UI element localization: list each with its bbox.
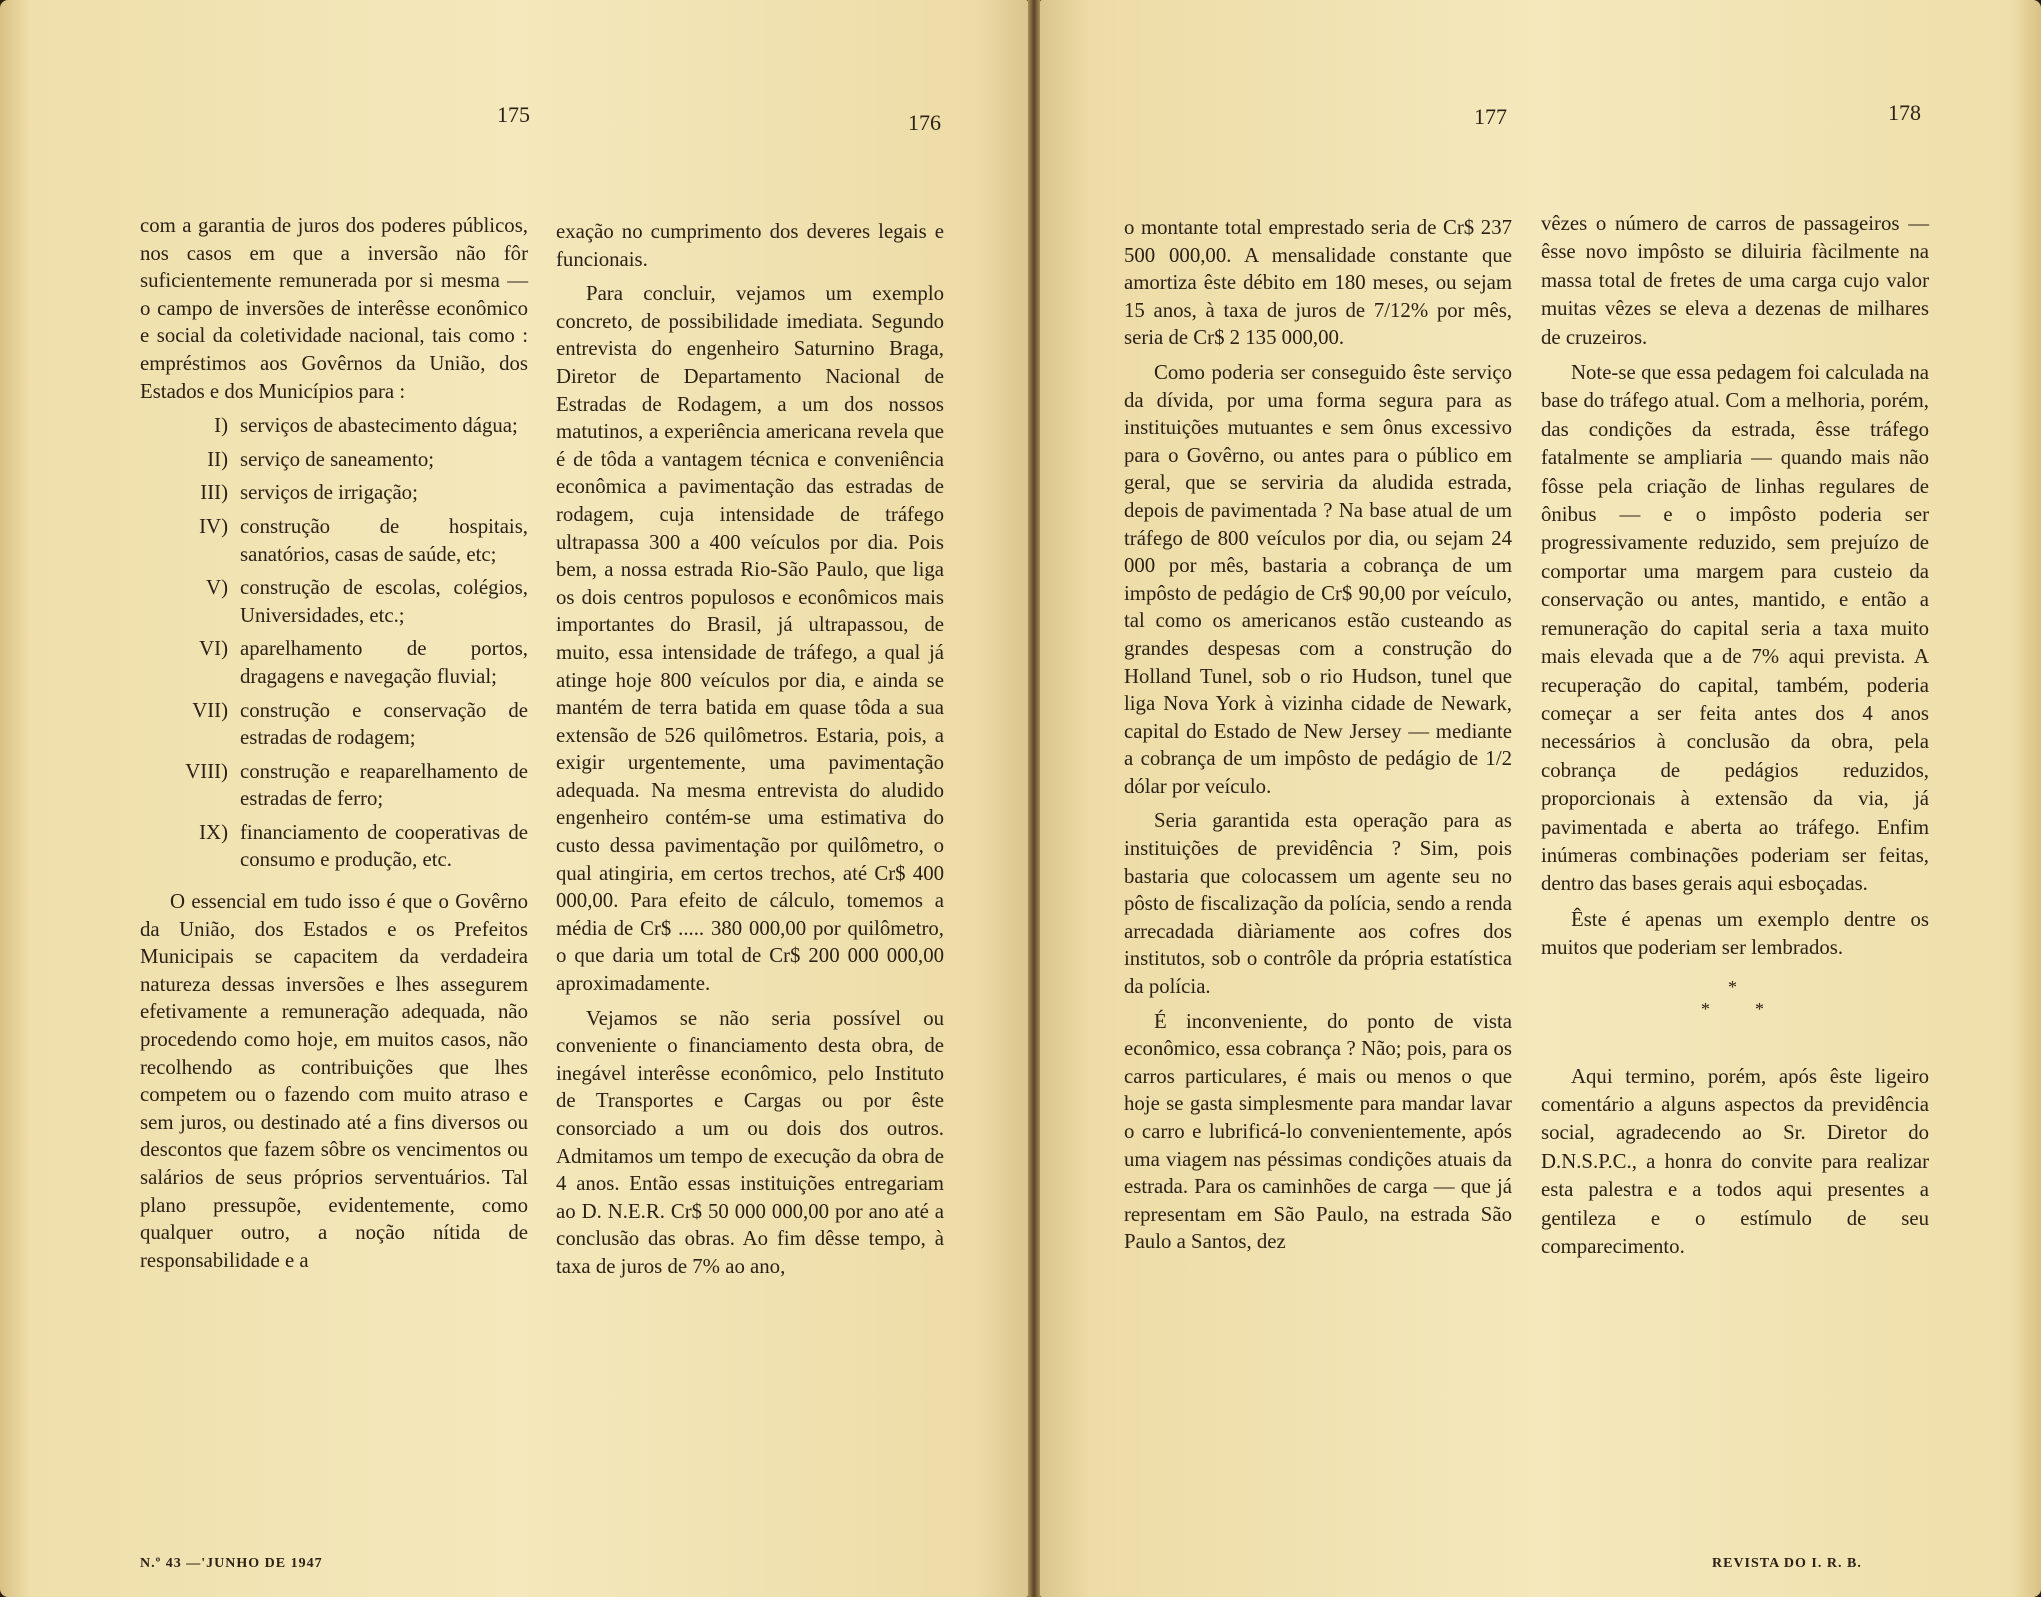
item-number: IX) bbox=[199, 820, 228, 844]
item-text: aparelhamento de portos, dragagens e navegação fluvial; bbox=[240, 637, 528, 688]
list-item bbox=[140, 819, 528, 874]
page-number-178: 178 bbox=[1888, 100, 1921, 125]
book-gutter bbox=[1028, 0, 1040, 1597]
item-text: serviço de saneamento; bbox=[240, 447, 435, 471]
footer-journal: REVISTA DO I. R. B. bbox=[1712, 1556, 1862, 1571]
paragraph: Para concluir, vejamos um exemplo concreto, de possibilidade imediata. Segundo entrevista do engenheiro Saturnino Braga, Diretor de Departamento Nacional de Estradas de Rodagem, a um dos nossos matutinos, a experiência americana revela que é de tôda a vantagem técnica e conveniência econômica a pavimentação das estradas de rodagem, cuja intensidade de tráfego ultrapassa 300 a 400 veículos por dia. Pois bem, a nossa estrada Rio-São Paulo, que liga os dois centros populosos e econômicos mais importantes do Brasil, já ultrapassou, de muito, essa intensidade de tráfego, a qual já atinge hoje 800 veículos por dia, e ainda se mantém de terra batida em quase tôda a sua extensão de 526 quilômetros. Estaria, pois, a exigir urgentemente, uma pavimentação adequada. Na mesma entrevista do aludido engenheiro contém-se uma estimativa do custo dessa pavimentação por quilômetro, o qual atingiria, em certos trechos, até Cr$ 400 000,00. Para efeito de cálculo, tomemos a média de Cr$ ..... 380 000,00 por quilômetro, o que daria um total de Cr$ 200 000 000,00 aproximadamente. bbox=[556, 282, 944, 996]
item-number: I) bbox=[214, 414, 228, 438]
item-number: VIII) bbox=[185, 759, 228, 783]
item-text: financiamento de cooperativas de consumo e produção, etc. bbox=[240, 820, 528, 872]
paragraph: Note-se que essa pedagem foi calculada na base do tráfego atual. Com a melhoria, porém, das condições da estrada, êsse tráfego fatalmente se ampliaria — quando mais não fôsse pela criação de linhas regulares de ônibus — e o impôsto poderia ser progressivamente reduzido, sem prejuízo de comportar uma margem para custeio da conservação ou antes, mantido, e então a remuneração do capital seria a taxa muito mais elevada que a de 7% aqui prevista. A recuperação do capital, também, poderia começar a ser feita antes dos 4 anos necessários à conclusão da obra, pela cobrança de pedágios reduzidos, proporcionais à extensão da via, já pavimentada e aberta ao tráfego. Enfim inúmeras combinações poderiam ser feitas, dentro das bases gerais aqui esboçadas. bbox=[1541, 361, 1929, 896]
paragraph: o montante total emprestado seria de Cr$ 237 500 000,00. A mensalidade constante que amortiza êste débito em 180 meses, ou sejam 15 anos, à taxa de juros de 7/12% por mês, seria de Cr$ 2 135 000,00. bbox=[1124, 216, 1512, 350]
item-number: VI) bbox=[199, 637, 228, 661]
paragraph: Êste é apenas um exemplo dentre os muitos que poderiam ser lembrados. bbox=[1541, 907, 1929, 960]
asterisk: * bbox=[1755, 998, 1764, 1019]
paragraph: Vejamos se não seria possível ou conveniente o financiamento desta obra, de inegável interêsse econômico, pelo Instituto de Transportes e Cargas ou por êste consorciado a um ou dois dos outros. Admitamos um tempo de execução da obra de 4 anos. Então essas instituições entregariam ao D. N.E.R. Cr$ 50 000 000,00 por ano até a conclusão das obras. Ao fim dêsse tempo, à taxa de juros de 7% ao ano, bbox=[556, 1006, 944, 1278]
right-page bbox=[1040, 0, 2041, 1597]
list-item bbox=[140, 758, 528, 813]
list-item bbox=[140, 446, 528, 474]
paragraph: Aqui termino, porém, após êste ligeiro comentário a alguns aspectos da previdência social, agradecendo ao Sr. Diretor do D.N.S.P.C., a honra do convite para realizar esta palestra e a todos aqui presentes a gentileza e o estímulo de seu comparecimento. bbox=[1541, 1064, 1929, 1258]
page-number-177: 177 bbox=[1474, 104, 1507, 129]
list-item bbox=[140, 513, 528, 568]
column-page-177 bbox=[1124, 214, 1512, 1263]
item-number: II) bbox=[207, 447, 228, 471]
paragraph: vêzes o número de carros de passageiros — êsse novo impôsto se diluiria fàcilmente na massa total de fretes de uma carga cujo valor muitas vêzes se eleva a dezenas de milhares de cruzeiros. bbox=[1541, 212, 1929, 349]
paragraph: com a garantia de juros dos poderes públicos, nos casos em que a inversão não fôr suficientemente remunerada por si mesma — o campo de inversões de interêsse econômico e social da coletividade nacional, tais como : empréstimos aos Govêrnos da União, dos Estados e dos Municípios para : bbox=[140, 214, 528, 403]
list-item bbox=[140, 412, 528, 440]
item-number: IV) bbox=[199, 514, 228, 538]
item-text: serviços de irrigação; bbox=[240, 481, 418, 505]
footer-issue: N.º 43 —'JUNHO DE 1947 bbox=[140, 1556, 323, 1571]
paragraph: exação no cumprimento dos deveres legais e funcionais. bbox=[556, 220, 944, 271]
paragraph: Como poderia ser conseguido êste serviço da dívida, por uma forma segura para as instituições mutuantes e sem ônus excessivo para o Govêrno, ou antes para o público em geral, que se serviria da aludida estrada, depois de pavimentada ? Na base atual de um tráfego de 800 veículos por dia, ou sejam 24 000 por mês, bastaria a cobrança de um impôsto de pedágio de Cr$ 90,00 por veículo, tal como os americanos estão custeando as grandes despesas com a construção do Holland Tunel, sob o rio Hudson, tunel que liga Nova York à vizinha cidade de Newark, capital do Estado de New Jersey — mediante a cobrança de um impôsto de pedágio de 1/2 dólar por veículo. bbox=[1124, 360, 1512, 798]
item-number: V) bbox=[206, 576, 228, 600]
item-text: construção de hospitais, sanatórios, casas de saúde, etc; bbox=[240, 514, 528, 566]
list-item bbox=[140, 635, 528, 690]
item-text: serviços de abastecimento dágua; bbox=[240, 414, 518, 438]
list-item bbox=[140, 697, 528, 752]
column-page-176 bbox=[556, 218, 944, 1288]
column-page-178 bbox=[1541, 210, 1929, 1268]
numbered-list bbox=[140, 412, 528, 874]
paragraph: Seria garantida esta operação para as instituições de previdência ? Sim, pois bastaria que colocassem um agente seu no pôsto de fiscalização da polícia, sendo a renda arrecadada diàriamente aos cofres dos institutos, sob o contrôle da própria estatística da polícia. bbox=[1124, 809, 1512, 999]
asterisk: * bbox=[1728, 976, 1737, 997]
page-number-175: 175 bbox=[497, 102, 530, 127]
asterisk: * bbox=[1701, 998, 1710, 1019]
list-item bbox=[140, 479, 528, 507]
paragraph: O essencial em tudo isso é que o Govêrno da União, dos Estados e os Prefeitos Municipais se capacitem da verdadeira natureza dessas inversões e lhes assegurem efetivamente a remuneração adequada, não procedendo como hoje, em muitos casos, não recolhendo as contribuições que lhes competem ou o fazendo com muito atraso e sem juros, ou destinado até a fins diversos ou descontos que fazem sôbre os vencimentos ou salários de seus próprios serventuários. Tal plano pressupõe, evidentemente, como qualquer outro, a noção nítida de responsabilidade e a bbox=[140, 890, 528, 1272]
column-page-175 bbox=[140, 212, 528, 1281]
item-text: construção e conservação de estradas de rodagem; bbox=[240, 698, 528, 750]
list-item bbox=[140, 574, 528, 629]
paragraph: É inconveniente, do ponto de vista econômico, essa cobrança ? Não; pois, para os carros particulares, é mais ou menos o que hoje se gasta simplesmente para mandar lavar o carro e lubrificá-lo convenientemente, após uma viagem nas péssimas condições atuais da estrada. Para os caminhões de carga — que já representam em São Paulo, na estrada São Paulo a Santos, dez bbox=[1124, 1009, 1512, 1254]
item-number: VII) bbox=[192, 698, 228, 722]
item-text: construção de escolas, colégios, Universidades, etc.; bbox=[240, 576, 528, 627]
page-number-176: 176 bbox=[908, 110, 941, 135]
item-text: construção e reaparelhamento de estradas de ferro; bbox=[240, 759, 528, 811]
item-number: III) bbox=[200, 481, 228, 505]
section-break bbox=[1541, 973, 1929, 1033]
